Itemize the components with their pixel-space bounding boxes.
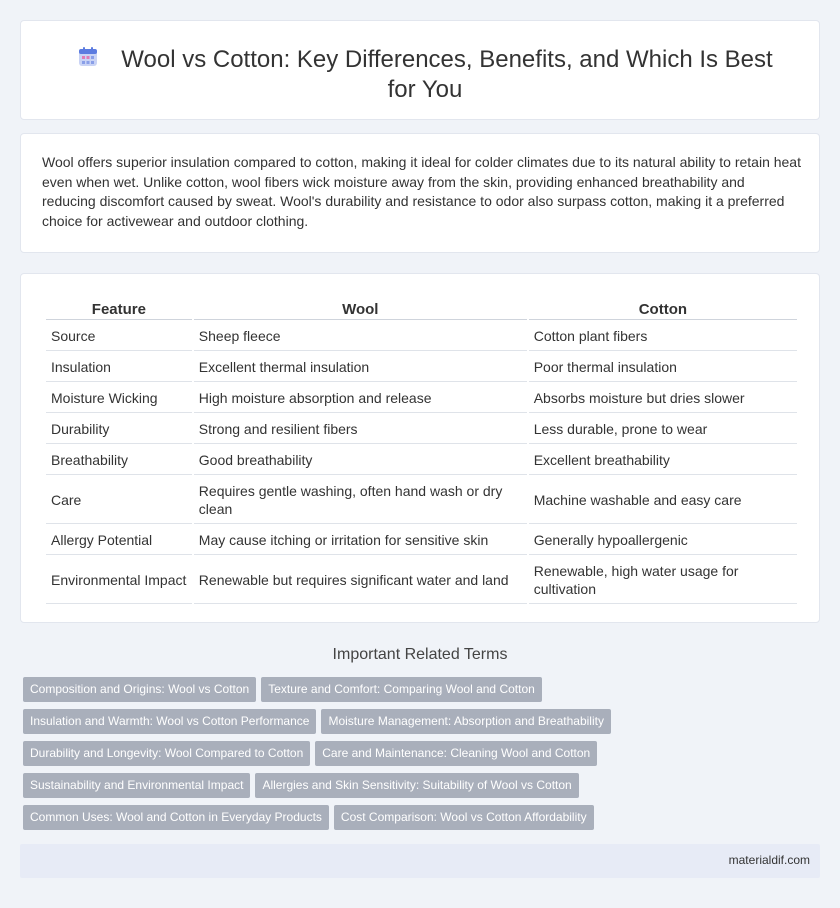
page-title: Wool vs Cotton: Key Differences, Benefits, and Which Is Best for You [121,46,773,103]
table-cell-feature: Source [46,322,192,351]
table-cell-wool: Requires gentle washing, often hand wash or dry clean [194,477,527,524]
related-term-tag[interactable]: Insulation and Warmth: Wool vs Cotton Performance [23,709,316,734]
related-terms-list [23,677,823,837]
table-cell-feature: Allergy Potential [46,526,192,555]
column-header-wool: Wool [194,296,527,320]
footer-site-link[interactable]: materialdif.com [728,853,810,867]
related-term-tag[interactable]: Care and Maintenance: Cleaning Wool and Cotton [315,741,597,766]
table-row [46,477,797,524]
table-cell-wool: Sheep fleece [194,322,527,351]
related-term-tag[interactable]: Sustainability and Environmental Impact [23,773,250,798]
table-row [46,384,797,413]
column-header-cotton: Cotton [529,296,797,320]
table-cell-wool: Excellent thermal insulation [194,353,527,382]
comparison-table-card [20,273,820,623]
table-cell-feature: Durability [46,415,192,444]
page-header [61,45,789,105]
intro-card [20,133,820,253]
table-header-row [46,296,797,320]
related-term-tag[interactable]: Allergies and Skin Sensitivity: Suitability of Wool vs Cotton [255,773,578,798]
table-cell-cotton: Absorbs moisture but dries slower [529,384,797,413]
calendar-icon [77,46,99,68]
table-cell-cotton: Less durable, prone to wear [529,415,797,444]
table-row [46,322,797,351]
table-cell-feature: Environmental Impact [46,557,192,604]
related-term-tag[interactable]: Common Uses: Wool and Cotton in Everyday Products [23,805,329,830]
table-row [46,526,797,555]
related-term-tag[interactable]: Durability and Longevity: Wool Compared to Cotton [23,741,310,766]
table-row [46,353,797,382]
table-cell-cotton: Cotton plant fibers [529,322,797,351]
table-cell-cotton: Renewable, high water usage for cultivation [529,557,797,604]
table-cell-wool: High moisture absorption and release [194,384,527,413]
related-term-tag[interactable]: Composition and Origins: Wool vs Cotton [23,677,256,702]
table-cell-feature: Insulation [46,353,192,382]
intro-paragraph: Wool offers superior insulation compared to cotton, making it ideal for colder climates due to its natural ability to retain heat even when wet. Unlike cotton, wool fibers wick moisture away from the skin, providing enhanced breathability and reducing discomfort caused by sweat. Wool's durability and resistance to odor also surpass cotton, making it a preferred choice for activewear and outdoor clothing. [42,154,801,229]
footer [20,844,820,878]
table-cell-wool: May cause itching or irritation for sensitive skin [194,526,527,555]
related-terms-heading: Important Related Terms [332,646,508,663]
table-row [46,557,797,604]
table-cell-feature: Breathability [46,446,192,475]
related-term-tag[interactable]: Texture and Comfort: Comparing Wool and Cotton [261,677,542,702]
table-cell-wool: Renewable but requires significant water and land [194,557,527,604]
comparison-table [44,294,799,606]
title-card [20,20,820,120]
column-header-feature: Feature [46,296,192,320]
table-cell-cotton: Excellent breathability [529,446,797,475]
table-cell-feature: Moisture Wicking [46,384,192,413]
related-term-tag[interactable]: Cost Comparison: Wool vs Cotton Affordability [334,805,594,830]
table-cell-cotton: Generally hypoallergenic [529,526,797,555]
related-term-tag[interactable]: Moisture Management: Absorption and Breathability [321,709,611,734]
table-row [46,446,797,475]
table-row [46,415,797,444]
table-cell-feature: Care [46,477,192,524]
table-cell-cotton: Machine washable and easy care [529,477,797,524]
table-cell-wool: Good breathability [194,446,527,475]
table-cell-wool: Strong and resilient fibers [194,415,527,444]
table-cell-cotton: Poor thermal insulation [529,353,797,382]
